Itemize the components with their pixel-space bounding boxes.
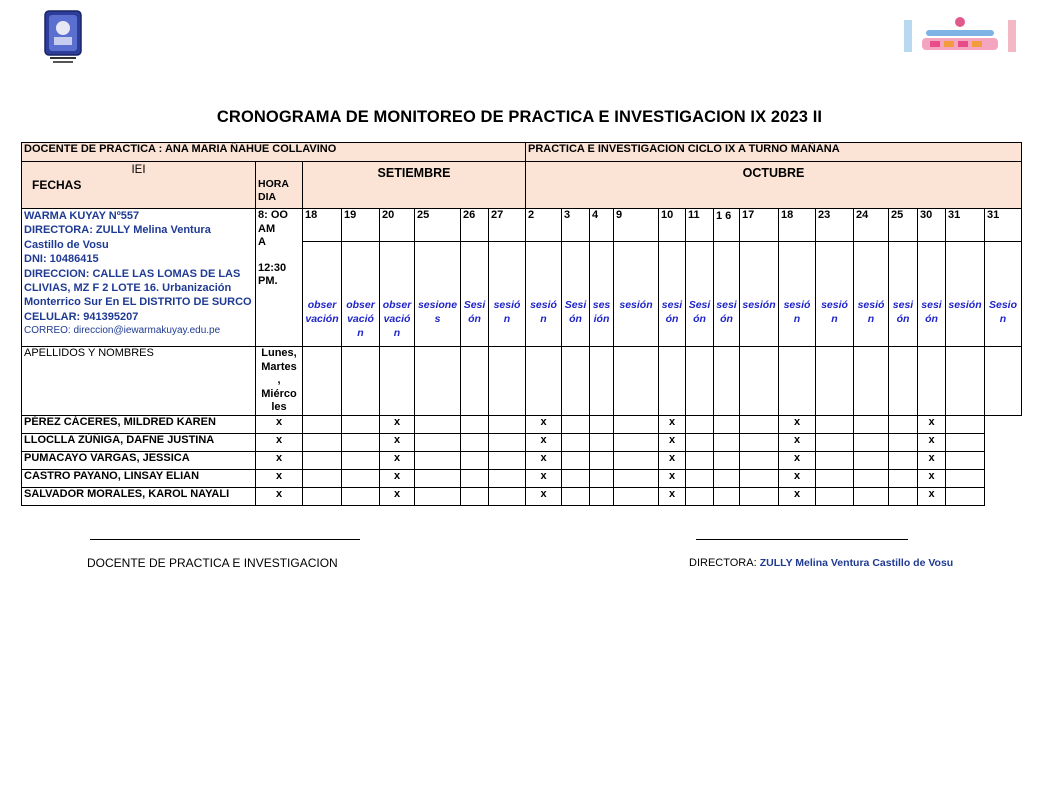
session-cell — [614, 242, 659, 347]
attendance-mark — [816, 469, 854, 487]
attendance-mark: x — [256, 415, 303, 433]
date-cell: 23 — [816, 209, 854, 242]
attendance-mark: x — [380, 415, 415, 433]
session-cell — [686, 242, 714, 347]
attendance-mark: x — [918, 469, 946, 487]
directora-name: ZULLY Melina Ventura Castillo de Vosu — [759, 557, 954, 569]
month-octubre: OCTUBRE — [526, 162, 1022, 209]
session-cell — [415, 242, 461, 347]
attendance-mark — [816, 487, 854, 505]
attendance-mark: x — [779, 433, 816, 451]
attendance-mark — [816, 433, 854, 451]
date-cell: 26 — [461, 209, 489, 242]
attendance-mark: x — [526, 487, 562, 505]
dia-label: DIA — [258, 191, 277, 203]
empty-cell — [918, 347, 946, 416]
session-label: sesión — [948, 299, 982, 311]
attendance-mark — [461, 451, 489, 469]
attendance-mark — [686, 415, 714, 433]
date-cell: 11 — [686, 209, 714, 242]
attendance-mark: x — [659, 487, 686, 505]
attendance-mark: x — [380, 451, 415, 469]
attendance-mark — [489, 487, 526, 505]
date-cell: 1 6 — [714, 209, 740, 242]
attendance-mark — [854, 469, 889, 487]
attendance-mark: x — [380, 487, 415, 505]
attendance-mark — [889, 451, 918, 469]
attendance-mark — [562, 415, 590, 433]
attendance-mark — [714, 415, 740, 433]
empty-cell — [342, 347, 380, 416]
iei-correo: CORREO: direccion@iewarmakuyay.edu.pe — [24, 325, 221, 337]
empty-cell — [380, 347, 415, 416]
attendance-mark — [686, 487, 714, 505]
session-cell — [590, 242, 614, 347]
attendance-mark: x — [380, 469, 415, 487]
attendance-mark: x — [779, 415, 816, 433]
attendance-mark — [614, 487, 659, 505]
attendance-mark — [614, 433, 659, 451]
attendance-mark — [461, 433, 489, 451]
date-cell: 25 — [415, 209, 461, 242]
empty-cell — [489, 347, 526, 416]
empty-cell — [740, 347, 779, 416]
attendance-mark — [303, 469, 342, 487]
empty-cell — [659, 347, 686, 416]
attendance-mark: x — [526, 433, 562, 451]
session-label: sesión — [661, 299, 683, 325]
attendance-mark — [342, 487, 380, 505]
date-cell: 31 — [985, 209, 1022, 242]
empty-cell — [461, 347, 489, 416]
iei-fechas-header — [22, 162, 256, 209]
attendance-mark — [946, 451, 985, 469]
attendance-mark — [489, 433, 526, 451]
attendance-mark: x — [779, 451, 816, 469]
session-cell — [714, 242, 740, 347]
attendance-mark — [590, 415, 614, 433]
date-cell: 20 — [380, 209, 415, 242]
date-cell: 25 — [889, 209, 918, 242]
attendance-mark — [614, 415, 659, 433]
session-label: sesión — [783, 299, 811, 325]
session-label: sesiones — [417, 299, 458, 325]
attendance-mark: x — [779, 469, 816, 487]
attendance-mark — [415, 415, 461, 433]
session-cell — [303, 242, 342, 347]
attendance-mark — [889, 433, 918, 451]
attendance-mark: x — [779, 487, 816, 505]
session-label: Sesión — [564, 299, 587, 325]
session-label: sesión — [821, 299, 848, 325]
session-cell — [854, 242, 889, 347]
student-name: LLOCLLA ZÚÑIGA, DAFNE JUSTINA — [22, 433, 256, 451]
school-seal-logo — [44, 10, 82, 66]
attendance-mark — [461, 469, 489, 487]
hora-dia-header — [256, 162, 303, 209]
attendance-mark — [562, 469, 590, 487]
attendance-mark: x — [659, 433, 686, 451]
session-label: sesión — [592, 299, 611, 325]
iei-celular: CELULAR: 941395207 — [24, 310, 139, 323]
session-label: Sesion — [988, 299, 1017, 325]
attendance-mark — [854, 433, 889, 451]
attendance-mark — [461, 415, 489, 433]
attendance-mark — [714, 487, 740, 505]
attendance-mark: x — [526, 451, 562, 469]
empty-cell — [590, 347, 614, 416]
empty-cell — [415, 347, 461, 416]
attendance-mark — [816, 415, 854, 433]
student-name: PUMACAYO VARGAS, JESSICA — [22, 451, 256, 469]
attendance-mark — [489, 469, 526, 487]
session-label: sesión — [530, 299, 557, 325]
hora-cell: 8: OO AM A 12:30 PM. — [256, 209, 303, 347]
attendance-mark — [854, 415, 889, 433]
iei-dni: DNI: 10486415 — [24, 253, 99, 266]
attendance-mark — [461, 487, 489, 505]
attendance-mark: x — [659, 415, 686, 433]
apellidos-label: APELLIDOS Y NOMBRES — [22, 347, 256, 416]
session-cell — [918, 242, 946, 347]
session-cell — [779, 242, 816, 347]
empty-cell — [614, 347, 659, 416]
attendance-mark — [854, 451, 889, 469]
docente-header: DOCENTE DE PRACTICA : ANA MARIA ÑAHUE COLLAVINO — [22, 143, 526, 162]
attendance-mark — [562, 487, 590, 505]
attendance-mark — [415, 433, 461, 451]
docente-signature-label: DOCENTE DE PRACTICA E INVESTIGACION — [87, 556, 338, 570]
session-label: observación — [305, 299, 339, 325]
attendance-mark — [946, 487, 985, 505]
session-cell — [489, 242, 526, 347]
session-label: observación — [382, 299, 412, 339]
attendance-mark: x — [256, 451, 303, 469]
schedule-table — [21, 142, 1022, 506]
docente-signature-line — [90, 539, 360, 540]
attendance-mark — [686, 433, 714, 451]
attendance-mark — [889, 415, 918, 433]
attendance-mark — [342, 469, 380, 487]
attendance-mark — [686, 451, 714, 469]
empty-cell — [889, 347, 918, 416]
student-name: PÉREZ CÁCERES, MILDRED KAREN — [22, 415, 256, 433]
attendance-mark — [415, 487, 461, 505]
student-row — [22, 469, 1022, 487]
attendance-mark — [590, 487, 614, 505]
attendance-mark: x — [256, 433, 303, 451]
session-cell — [985, 242, 1022, 347]
attendance-mark — [303, 433, 342, 451]
date-cell: 3 — [562, 209, 590, 242]
attendance-mark — [415, 451, 461, 469]
session-label: Sesión — [688, 299, 711, 325]
attendance-mark — [303, 487, 342, 505]
session-cell — [380, 242, 415, 347]
attendance-mark — [740, 469, 779, 487]
attendance-mark — [614, 451, 659, 469]
attendance-mark — [342, 415, 380, 433]
attendance-mark — [686, 469, 714, 487]
attendance-mark — [303, 415, 342, 433]
date-cell: 30 — [918, 209, 946, 242]
attendance-mark — [614, 469, 659, 487]
empty-cell — [946, 347, 985, 416]
attendance-mark — [946, 415, 985, 433]
attendance-mark: x — [526, 469, 562, 487]
student-name: CASTRO PAYANO, LINSAY ELIAN — [22, 469, 256, 487]
attendance-mark — [816, 451, 854, 469]
attendance-mark — [714, 469, 740, 487]
empty-cell — [562, 347, 590, 416]
iei-name: WARMA KUYAY Nº557 — [24, 210, 140, 222]
dias-cell: Lunes, Martes , Miérco les — [256, 347, 303, 416]
attendance-mark — [303, 451, 342, 469]
session-label: sesión — [857, 299, 885, 325]
empty-cell — [714, 347, 740, 416]
attendance-mark: x — [918, 487, 946, 505]
attendance-mark: x — [918, 433, 946, 451]
attendance-mark — [590, 469, 614, 487]
attendance-mark — [946, 469, 985, 487]
attendance-mark — [740, 451, 779, 469]
attendance-mark: x — [918, 415, 946, 433]
session-cell — [816, 242, 854, 347]
empty-cell — [779, 347, 816, 416]
attendance-mark: x — [659, 469, 686, 487]
hora-label: HORA — [258, 178, 289, 190]
student-name: SALVADOR MORALES, KAROL NAYALI — [22, 487, 256, 505]
date-cell: 19 — [342, 209, 380, 242]
empty-cell — [985, 347, 1022, 416]
session-cell — [562, 242, 590, 347]
student-row — [22, 433, 1022, 451]
iei-direccion: DIRECCION: CALLE LAS LOMAS DE LAS CLIVIAS, MZ F 2 LOTE 16. Urbanización Monterrico Sur En EL DISTRITO DE SURCO — [24, 267, 252, 309]
attendance-mark — [342, 433, 380, 451]
attendance-mark — [562, 433, 590, 451]
session-cell — [526, 242, 562, 347]
session-label: sesión — [716, 299, 737, 325]
attendance-mark — [489, 415, 526, 433]
attendance-mark — [740, 433, 779, 451]
attendance-mark — [714, 451, 740, 469]
attendance-mark: x — [380, 433, 415, 451]
iei-info-cell — [22, 209, 256, 347]
attendance-mark: x — [256, 469, 303, 487]
attendance-mark — [889, 469, 918, 487]
attendance-mark: x — [659, 451, 686, 469]
directora-signature — [689, 557, 953, 569]
session-label: sesión — [892, 299, 914, 325]
attendance-mark: x — [256, 487, 303, 505]
program-logo — [904, 16, 1016, 56]
date-cell: 4 — [590, 209, 614, 242]
attendance-mark — [740, 415, 779, 433]
date-cell: 17 — [740, 209, 779, 242]
session-cell — [342, 242, 380, 347]
session-cell — [659, 242, 686, 347]
session-cell — [740, 242, 779, 347]
date-cell: 9 — [614, 209, 659, 242]
attendance-mark — [590, 451, 614, 469]
attendance-mark — [590, 433, 614, 451]
date-cell: 2 — [526, 209, 562, 242]
session-label: sesión — [619, 299, 653, 311]
empty-cell — [816, 347, 854, 416]
attendance-mark — [740, 487, 779, 505]
empty-cell — [854, 347, 889, 416]
date-cell: 10 — [659, 209, 686, 242]
session-cell — [889, 242, 918, 347]
empty-cell — [303, 347, 342, 416]
empty-cell — [686, 347, 714, 416]
student-row — [22, 487, 1022, 505]
attendance-mark — [946, 433, 985, 451]
attendance-mark: x — [918, 451, 946, 469]
student-row — [22, 415, 1022, 433]
date-cell: 18 — [779, 209, 816, 242]
attendance-mark: x — [526, 415, 562, 433]
attendance-mark — [562, 451, 590, 469]
student-row — [22, 451, 1022, 469]
iei-label: IEI — [131, 164, 146, 176]
directora-label: DIRECTORA: — [689, 557, 757, 569]
session-cell — [946, 242, 985, 347]
date-cell: 24 — [854, 209, 889, 242]
session-label: sesión — [493, 299, 521, 325]
session-label: sesión — [742, 299, 776, 311]
iei-directora: DIRECTORA: ZULLY Melina Ventura Castillo de Vosu — [24, 224, 211, 251]
date-cell: 27 — [489, 209, 526, 242]
attendance-mark — [854, 487, 889, 505]
fechas-label: FECHAS — [32, 178, 82, 192]
attendance-mark — [342, 451, 380, 469]
page-title: CRONOGRAMA DE MONITOREO DE PRACTICA E INVESTIGACION IX 2023 II — [216, 108, 823, 126]
session-cell — [461, 242, 489, 347]
ciclo-header: PRACTICA E INVESTIGACION CICLO IX A TURNO MAÑANA — [526, 143, 1022, 162]
session-label: sesión — [921, 299, 942, 325]
directora-signature-line — [696, 539, 908, 540]
attendance-mark — [889, 487, 918, 505]
session-label: observación — [346, 299, 375, 339]
attendance-mark — [415, 469, 461, 487]
empty-cell — [526, 347, 562, 416]
session-label: Sesión — [463, 299, 486, 325]
month-setiembre: SETIEMBRE — [303, 162, 526, 209]
attendance-mark — [489, 451, 526, 469]
attendance-mark — [714, 433, 740, 451]
date-cell: 18 — [303, 209, 342, 242]
date-cell: 31 — [946, 209, 985, 242]
